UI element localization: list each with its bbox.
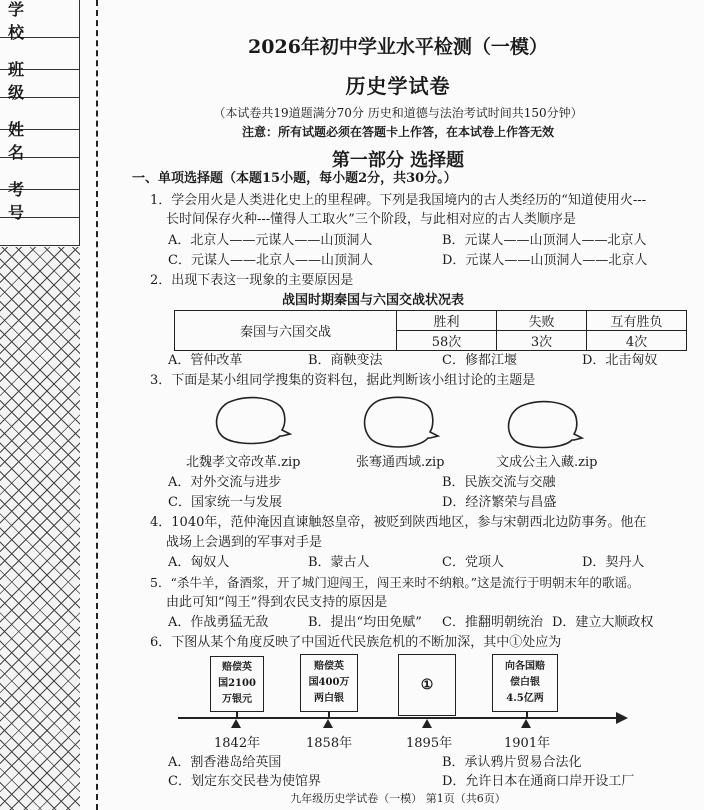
speech-bubble-icon [214, 396, 292, 448]
page-footer: 九年级历史学试卷（一模） 第1页（共6页） [290, 792, 506, 805]
timeline-year-1895: 1895年 [406, 736, 453, 751]
timeline-marker-icon [521, 719, 531, 728]
timeline-box-1842 [210, 656, 264, 712]
q1-option-a[interactable]: A．北京人——元谋人——山顶洞人 [168, 233, 373, 248]
q3-stem: 3．下面是某小组同学搜集的资料包，据此判断该小组讨论的主题是 [150, 373, 536, 388]
speech-bubble-icon [362, 396, 440, 452]
timeline-marker-icon [231, 719, 241, 728]
q1-stem-line2: 长时间保存火种---懂得人工取火”三个阶段，与此相对应的古人类顺序是 [166, 212, 576, 227]
q6-stem: 6．下图从某个角度反映了中国近代民族危机的不断加深，其中①处应为 [150, 635, 562, 650]
timeline-year-1858: 1858年 [306, 736, 353, 751]
section-heading: 一、单项选择题（本题15小题，每小题2分，共30分。） [132, 171, 457, 186]
timeline-axis [178, 717, 618, 719]
q6-option-c[interactable]: C．划定东交民巷为使馆界 [168, 774, 321, 789]
q4-option-a[interactable]: A．匈奴人 [168, 555, 230, 570]
exam-number-field: 考号 [0, 182, 80, 218]
binding-dashed-line [96, 0, 98, 810]
q6-option-d[interactable]: D．允许日本在通商口岸开设工厂 [442, 774, 635, 789]
q3-option-c[interactable]: C．国家统一与发展 [168, 495, 282, 510]
q3-option-d[interactable]: D．经济繁荣与昌盛 [442, 495, 557, 510]
timeline-box-1895-blank [398, 654, 456, 716]
q1-stem-line1: 1．学会用火是人类进化史上的里程碑。下列是我国境内的古人类经历的“知道使用火--- [150, 193, 647, 208]
timeline-box-1901 [492, 654, 558, 712]
speech-bubble-icon [506, 400, 584, 452]
q2-option-d[interactable]: D．北击匈奴 [582, 353, 658, 368]
box-line: 赔偿英 [222, 662, 252, 673]
school-field: 学校 [0, 2, 80, 38]
q3-file-1: 北魏孝文帝改革.zip [186, 455, 301, 470]
timeline-arrow-icon [616, 712, 628, 724]
table-header-draw: 互有胜负 [587, 311, 687, 331]
q2-option-c[interactable]: C．修都江堰 [442, 353, 517, 368]
q3-file-3: 文成公主入藏.zip [496, 455, 598, 470]
box-line: 国2100 [218, 678, 256, 689]
box-line: 两白银 [314, 693, 344, 704]
exam-number-blank[interactable] [0, 214, 80, 246]
box-line: 偿白银 [510, 677, 540, 688]
q6-option-b[interactable]: B．承认鸦片贸易合法化 [442, 755, 582, 770]
table-header-loss: 失败 [497, 311, 587, 331]
q5-option-b[interactable]: B．提出“均田免赋” [308, 615, 422, 630]
exam-title: 2026年初中学业水平检测（一模） [248, 36, 548, 58]
q1-option-d[interactable]: D．元谋人——山顶洞人——北京人 [442, 253, 648, 268]
class-field: 班级 [0, 62, 80, 98]
q2-option-b[interactable]: B．商鞅变法 [308, 353, 383, 368]
q4-option-b[interactable]: B．蒙古人 [308, 555, 370, 570]
q3-file-2: 张骞通西域.zip [356, 455, 445, 470]
timeline-marker-icon [422, 719, 432, 728]
q2-stem: 2．出现下表这一现象的主要原因是 [150, 273, 354, 288]
box-line: 万银元 [222, 694, 252, 705]
exam-note: （本试卷共19道题满分70分 历史和道德与法治考试时间共150分钟） [213, 106, 583, 120]
q2-option-a[interactable]: A．管仲改革 [168, 353, 243, 368]
q4-stem-line1: 4．1040年，范仲淹因直谏触怒皇帝，被贬到陕西地区，参与宋朝西北边防事务。他在 [150, 515, 647, 530]
sealed-hatch-area [0, 247, 80, 810]
q5-option-d[interactable]: D．建立大顺政权 [552, 615, 654, 630]
q4-stem-line2: 战场上会遇到的军事对手是 [166, 535, 323, 550]
q5-option-c[interactable]: C．推翻明朝统治 [442, 615, 543, 630]
table-row-label: 秦国与六国交战 [175, 311, 397, 351]
table-cell-win: 58次 [397, 331, 497, 351]
q5-stem-line2: 由此可知“闯王”得到农民支持的原因是 [166, 595, 388, 610]
table-cell-loss: 3次 [497, 331, 587, 351]
q5-stem-line1: 5．“杀牛羊，备酒浆，开了城门迎闯王，闯王来时不纳粮。”这是流行于明朝末年的歌谣。 [150, 575, 640, 590]
timeline-year-1901: 1901年 [504, 736, 551, 751]
q2-table-title: 战国时期秦国与六国交战状况表 [282, 293, 465, 308]
table-header-win: 胜利 [397, 311, 497, 331]
strip-frame-line [79, 0, 80, 246]
q5-option-a[interactable]: A．作战勇猛无敌 [168, 615, 269, 630]
part-heading: 第一部分 选择题 [331, 150, 465, 171]
timeline-year-1842: 1842年 [214, 736, 261, 751]
q3-option-b[interactable]: B．民族交流与交融 [442, 475, 556, 490]
box-line: 国400万 [308, 677, 350, 688]
q3-option-a[interactable]: A．对外交流与进步 [168, 475, 282, 490]
name-field: 姓名 [0, 122, 80, 158]
q1-option-c[interactable]: C．元谋人——北京人——山顶洞人 [168, 253, 373, 268]
q1-option-b[interactable]: B．元谋人——山顶洞人——北京人 [442, 233, 647, 248]
q6-option-a[interactable]: A．割香港岛给英国 [168, 755, 282, 770]
box-line: 4.5亿两 [506, 693, 544, 704]
box-line: 向各国赔 [505, 661, 545, 672]
timeline-marker-icon [323, 719, 333, 728]
exam-notice: 注意：所有试题必须在答题卡上作答，在本试卷上作答无效 [241, 125, 554, 139]
q4-option-c[interactable]: C．党项人 [442, 555, 504, 570]
box-line: 赔偿英 [314, 661, 344, 672]
q2-war-table [174, 310, 687, 351]
table-cell-draw: 4次 [587, 331, 687, 351]
blank-marker: ① [420, 677, 434, 693]
timeline-box-1858 [300, 654, 358, 712]
exam-subtitle: 历史学试卷 [345, 74, 451, 98]
q4-option-d[interactable]: D．契丹人 [582, 555, 645, 570]
